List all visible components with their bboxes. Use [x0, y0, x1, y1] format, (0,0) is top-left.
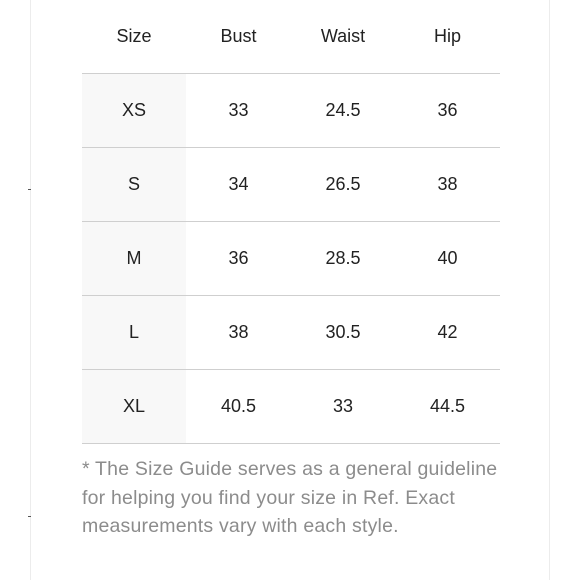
hip-cell: 42 [395, 296, 500, 370]
table-row [82, 148, 500, 222]
header-waist: Waist [291, 0, 395, 74]
size-cell: L [82, 296, 186, 370]
header-bust: Bust [186, 0, 291, 74]
header-size: Size [82, 0, 186, 74]
bust-cell: 36 [186, 222, 291, 296]
frame-border-left [30, 0, 31, 580]
header-row [82, 0, 500, 74]
table-row [82, 222, 500, 296]
hip-cell: 38 [395, 148, 500, 222]
table-row [82, 370, 500, 444]
waist-cell: 33 [291, 370, 395, 444]
hip-cell: 44.5 [395, 370, 500, 444]
bust-cell: 40.5 [186, 370, 291, 444]
edge-tick-mark [28, 189, 31, 190]
header-hip: Hip [395, 0, 500, 74]
size-cell: XS [82, 74, 186, 148]
waist-cell: 28.5 [291, 222, 395, 296]
waist-cell: 26.5 [291, 148, 395, 222]
size-chart-table [82, 0, 500, 444]
hip-cell: 36 [395, 74, 500, 148]
waist-cell: 30.5 [291, 296, 395, 370]
waist-cell: 24.5 [291, 74, 395, 148]
size-guide-footnote: * The Size Guide serves as a general guideline for helping you find your size in Ref. Exact measurements vary with each style. [82, 458, 498, 537]
size-cell: S [82, 148, 186, 222]
bust-cell: 38 [186, 296, 291, 370]
size-chart-header [82, 0, 500, 74]
edge-tick-mark [28, 516, 31, 517]
size-cell: XL [82, 370, 186, 444]
frame-border-right [549, 0, 550, 580]
table-row [82, 296, 500, 370]
size-cell: M [82, 222, 186, 296]
bust-cell: 33 [186, 74, 291, 148]
size-chart-body [82, 74, 500, 444]
bust-cell: 34 [186, 148, 291, 222]
table-row [82, 74, 500, 148]
hip-cell: 40 [395, 222, 500, 296]
